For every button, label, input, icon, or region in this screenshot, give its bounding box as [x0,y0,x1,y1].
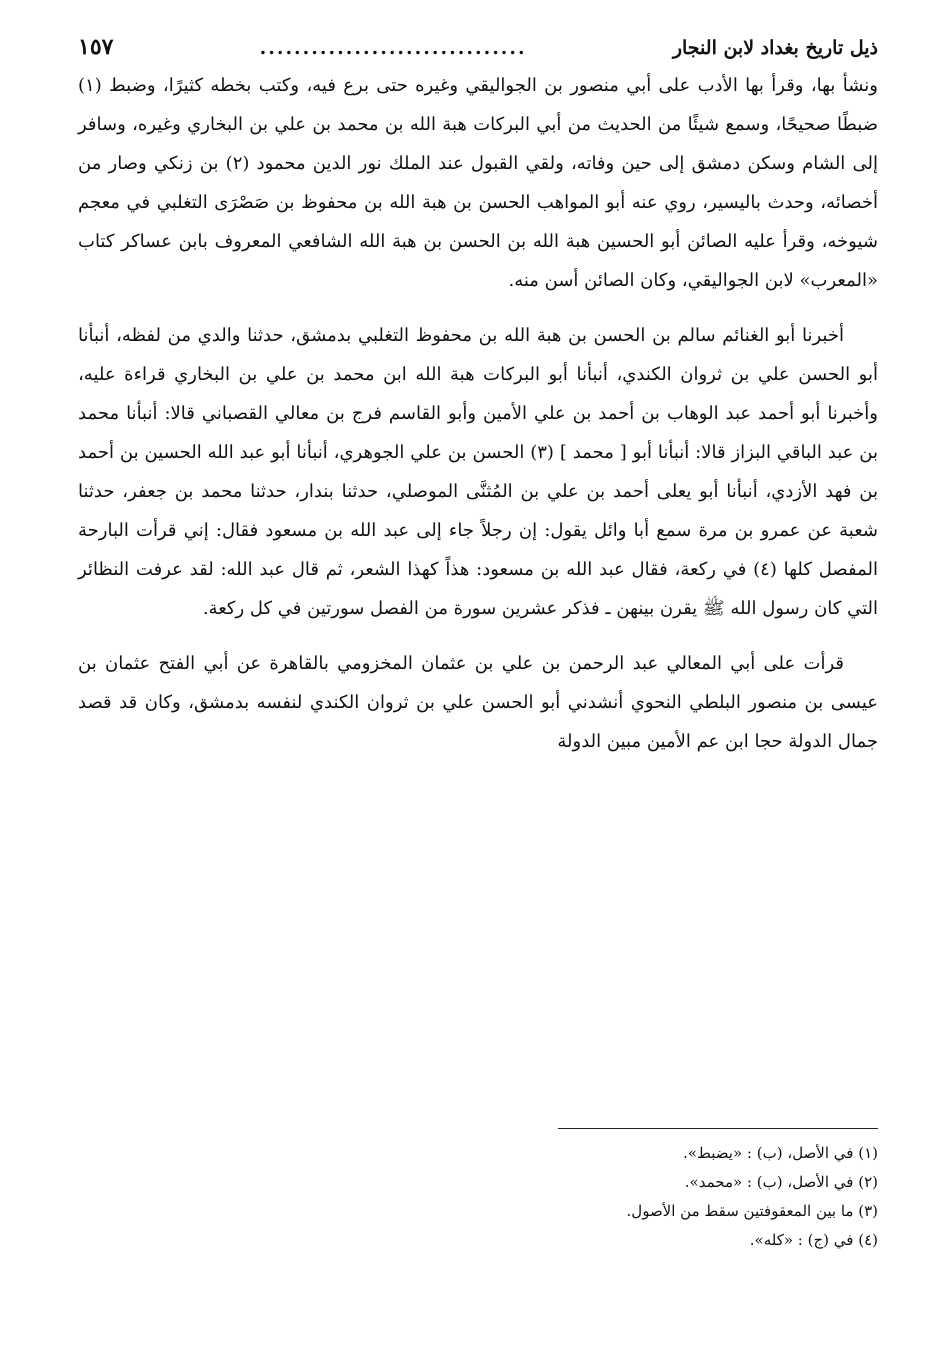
paragraph-biography: ونشأ بها، وقرأ بها الأدب على أبي منصور بن الجواليقي وغيره حتى برع فيه، وكتب بخطه كثيرًا، وضبط (١) ضبطًا صحيحًا، وسمع شيئًا من الحديث من أبي البركات هبة الله بن محمد بن علي بن البخاري وغيره، وسافر إلى الشام وسكن دمشق إلى حين وفاته، ولقي القبول عند الملك نور الدين محمود (٢) بن زنكي وصار من أخصائه، وحدث باليسير، روي عنه أبو المواهب الحسن بن هبة الله بن محفوظ بن صَصْرَى التغلبي في معجم شيوخه، وقرأ عليه الصائن أبو الحسين هبة الله بن الحسن بن هبة الله الشافعي المعروف بابن عساكر كتاب «المعرب» لابن الجواليقي، وكان الصائن أسن منه. [78,75,879,291]
footnote-divider [558,1128,878,1129]
header-leader-dots: ............................... [259,37,527,59]
footnote-4: (٤) في (ج) : «كله». [749,1231,878,1249]
book-page [78,28,879,1249]
book-title: ذيل تاريخ بغداد لابن النجار [672,37,878,59]
footnotes-section [78,1128,878,1255]
footnote-2: (٢) في الأصل، (ب) : «محمد». [684,1173,878,1191]
paragraph-hadith-chain: أخبرنا أبو الغنائم سالم بن الحسن بن هبة الله بن محفوظ التغلبي بدمشق، حدثنا والدي من لفظه، أنبأنا أبو الحسن علي بن ثروان الكندي، أنبأنا أبو البركات هبة الله ابن محمد بن علي بن البخاري قراءة عليه، وأخبرنا أبو أحمد عبد الوهاب بن أحمد بن علي الأمين وأبو القاسم فرج بن معالي القصباني قالا: أنبأنا محمد بن عبد الباقي البزاز قالا: أنبأنا أبو [ محمد ] (٣) الحسن بن علي الجوهري، أنبأنا أبو عبد الله الحسين بن أحمد بن فهد الأزدي، أنبأنا أبو يعلى أحمد بن علي بن المُثنَّى الموصلي، حدثنا بندار، حدثنا محمد بن جعفر، حدثنا شعبة عن عمرو بن مرة سمع أبا وائل يقول: إن رجلاً جاء إلى عبد الله بن مسعود فقال: إني قرأت البارحة المفصل كلها (٤) في ركعة، فقال عبد الله بن مسعود: هذاً كهذا الشعر، ثم قال عبد الله: لقد عرفت النظائر التي كان رسول الله ﷺ يقرن بينهن ـ فذكر عشرين سورة من الفصل سورتين في كل ركعة. [78,325,878,619]
running-header [78,28,878,66]
page-number: ١٥٧ [78,34,114,60]
footnote-1: (١) في الأصل، (ب) : «يضبط». [683,1144,878,1162]
paragraph-poetry-intro: قرأت على أبي المعالي عبد الرحمن بن علي بن عثمان المخزومي بالقاهرة عن أبي الفتح عثمان بن عيسى بن منصور البلطي النحوي أنشدني أبو الحسن علي بن ثروان الكندي لنفسه بدمشق، وكان قد قصد جمال الدولة حجا ابن عم الأمين مبين الدولة [78,653,878,752]
footnote-3: (٣) ما بين المعقوفتين سقط من الأصول. [626,1202,878,1220]
